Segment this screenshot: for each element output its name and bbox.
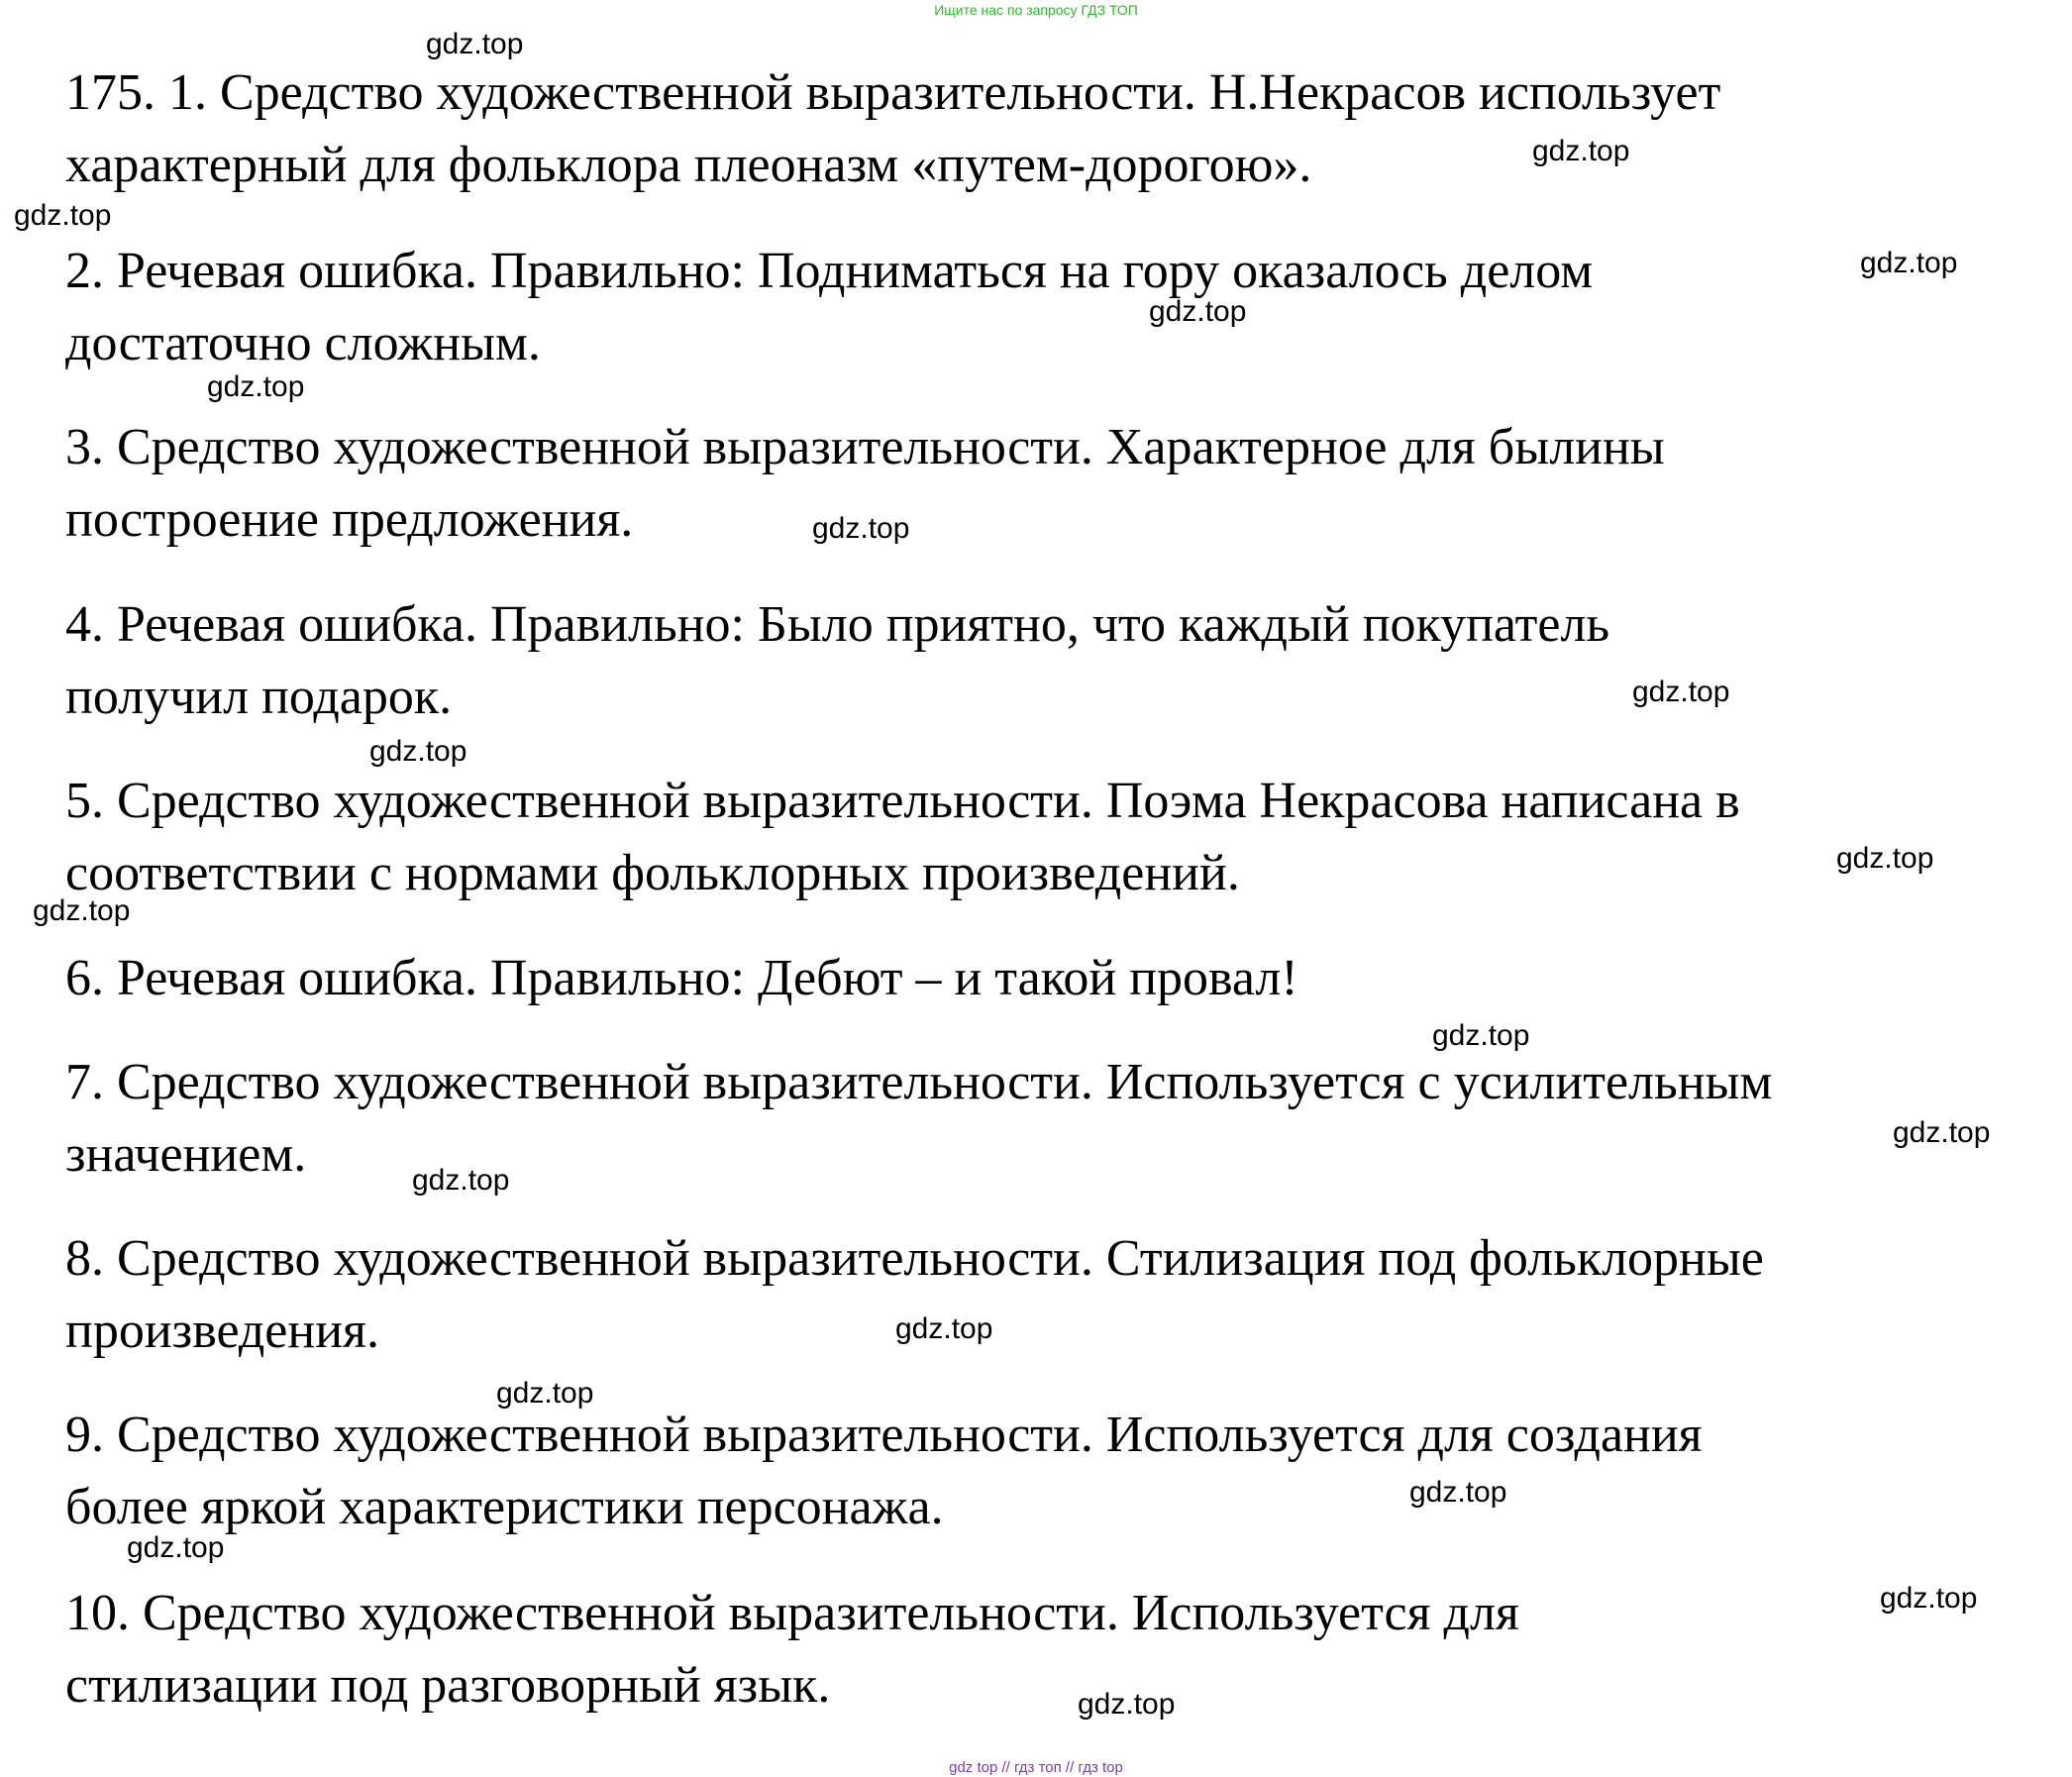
text-line: 6. Речевая ошибка. Правильно: Дебют – и такой провал!: [65, 950, 1298, 1006]
answer-item-8: [65, 1222, 2046, 1367]
watermark: gdz.top: [14, 199, 112, 232]
watermark: gdz.top: [1078, 1688, 1176, 1721]
text-line: 7. Средство художественной выразительности. Используется с усилительным: [65, 1054, 1773, 1110]
watermark: gdz.top: [1893, 1116, 1991, 1149]
text-line: получил подарок.: [65, 669, 453, 725]
answer-item-1: [65, 56, 2046, 201]
answer-item-10: [65, 1577, 2046, 1722]
text-line: достаточно сложным.: [65, 315, 541, 371]
watermark: gdz.top: [1632, 676, 1730, 708]
text-line: 175. 1. Средство художественной выразительности. Н.Некрасов использует: [65, 64, 1721, 121]
answer-item-9: [65, 1399, 2046, 1543]
watermark: gdz.top: [33, 894, 131, 927]
watermark: gdz.top: [1860, 247, 1958, 279]
watermark: gdz.top: [1532, 135, 1630, 167]
watermark: gdz.top: [812, 512, 910, 545]
top-banner: Ищите нас по запросу ГДЗ ТОП: [934, 2, 1138, 18]
answer-item-3: [65, 411, 2046, 556]
answer-item-2: [65, 235, 2046, 379]
watermark: gdz.top: [1880, 1582, 1978, 1615]
answer-item-7: [65, 1046, 2046, 1191]
text-line: построение предложения.: [65, 491, 634, 548]
watermark: gdz.top: [895, 1312, 993, 1345]
text-line: 9. Средство художественной выразительности. Используется для создания: [65, 1407, 1703, 1463]
text-line: произведения.: [65, 1303, 379, 1359]
watermark: gdz.top: [496, 1377, 594, 1410]
answer-item-5: [65, 765, 2046, 909]
text-line: 8. Средство художественной выразительности. Стилизация под фольклорные: [65, 1230, 1764, 1287]
text-line: 4. Речевая ошибка. Правильно: Было приятно, что каждый покупатель: [65, 596, 1610, 653]
text-line: значением.: [65, 1126, 307, 1183]
text-line: 2. Речевая ошибка. Правильно: Подниматься на гору оказалось делом: [65, 243, 1594, 299]
watermark: gdz.top: [207, 370, 305, 403]
watermark: gdz.top: [412, 1164, 510, 1197]
text-line: 3. Средство художественной выразительности. Характерное для былины: [65, 419, 1665, 475]
watermark: gdz.top: [1836, 842, 1934, 875]
watermark: gdz.top: [1432, 1019, 1530, 1052]
watermark: gdz.top: [1409, 1476, 1507, 1509]
footer-links: gdz top // гдз топ // гдз top: [949, 1759, 1123, 1776]
watermark: gdz.top: [369, 735, 467, 768]
text-line: более яркой характеристики персонажа.: [65, 1479, 944, 1535]
text-line: соответствии с нормами фольклорных произведений.: [65, 845, 1240, 901]
watermark: gdz.top: [1149, 295, 1247, 328]
text-line: 10. Средство художественной выразительности. Используется для: [65, 1585, 1519, 1641]
text-line: характерный для фольклора плеоназм «путем-дорогою».: [65, 137, 1312, 193]
answer-item-6: [65, 942, 2046, 1014]
text-line: 5. Средство художественной выразительности. Поэма Некрасова написана в: [65, 773, 1740, 829]
watermark: gdz.top: [127, 1531, 225, 1564]
answer-item-4: [65, 588, 2046, 733]
watermark: gdz.top: [426, 28, 524, 60]
text-line: стилизации под разговорный язык.: [65, 1657, 831, 1714]
